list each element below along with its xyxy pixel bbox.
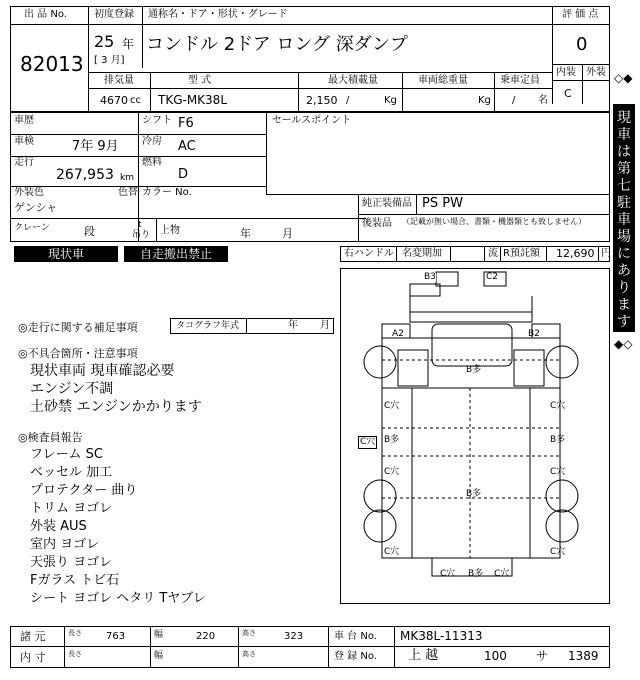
status-tag-genjosha: 現状車 bbox=[14, 246, 118, 262]
fuguai-line: エンジン不調 bbox=[30, 381, 114, 397]
saidai-slash: / bbox=[346, 95, 350, 106]
reg-month: [ 3 月] bbox=[94, 55, 125, 66]
kata-value: TKG-MK38L bbox=[158, 93, 228, 107]
kensa-line: プロテクター 曲り bbox=[30, 483, 138, 498]
mark-b2: B2 bbox=[528, 329, 540, 339]
shuppin-label: 出 品 No. bbox=[24, 9, 67, 20]
crane-tsuri: 吊り bbox=[132, 230, 151, 240]
mark-b3: B3 bbox=[424, 272, 436, 282]
reibo-value: AC bbox=[178, 139, 196, 154]
naga-value: 763 bbox=[106, 631, 126, 642]
sales-point-label: セールスポイント bbox=[272, 115, 352, 126]
kata-label: 型 式 bbox=[188, 75, 212, 86]
status-tag-jisou-kinshi: 自走搬出禁止 bbox=[124, 246, 228, 262]
soko-unit: km bbox=[120, 173, 134, 183]
tacho-month: 月 bbox=[320, 320, 330, 331]
mark-cab-b: B多 bbox=[466, 365, 482, 375]
mark-b-ta-r: B多 bbox=[550, 435, 566, 445]
r-value: 12,690 bbox=[556, 247, 595, 260]
mark-c2: C2 bbox=[486, 272, 499, 282]
taka-value: 323 bbox=[284, 631, 304, 642]
kensa-line: シート ヨゴレ ヘタリ Tヤブレ bbox=[30, 591, 206, 606]
crane-dan: 段 bbox=[84, 225, 95, 238]
r-label: R預託額 bbox=[503, 248, 540, 259]
kensa-line: ベッセル 加工 bbox=[30, 465, 113, 480]
naga-label: 長さ bbox=[68, 629, 82, 637]
mark-c-ana-r3: C穴 bbox=[550, 547, 566, 557]
junsei-label: 純正装備品 bbox=[362, 198, 412, 209]
ryu-label: 流 bbox=[488, 248, 498, 259]
side-banner bbox=[613, 104, 635, 332]
mark-c-ana-l2: C穴 bbox=[384, 467, 400, 477]
soko-note-title: ◎走行に関する補足事項 bbox=[18, 321, 138, 334]
color-no-label: カラー No. bbox=[142, 187, 192, 198]
iroban-label: 色替 bbox=[118, 187, 138, 198]
mark-c-ana-l3: C穴 bbox=[384, 547, 400, 557]
kensa-line: 外装 AUS bbox=[30, 519, 87, 534]
junsei-value: PS PW bbox=[422, 196, 463, 211]
joshu-label: 上物 bbox=[160, 225, 180, 236]
shift-label: シフト bbox=[142, 115, 172, 126]
kensa-line: 天張り ヨゴレ bbox=[30, 555, 113, 570]
toroku-kana: サ bbox=[536, 649, 549, 663]
nenryo-value: D bbox=[178, 167, 189, 182]
tacho-year: 年 bbox=[288, 320, 298, 331]
side-top-mark: ◇◆ bbox=[614, 71, 633, 85]
truck-outline bbox=[340, 268, 610, 604]
haikiryo-label: 排気量 bbox=[104, 75, 134, 86]
mark-c-ana-side: C穴 bbox=[360, 437, 376, 447]
haba-label-2: 幅 bbox=[154, 651, 164, 661]
fuguai-line: 現状車両 現車確認必要 bbox=[30, 363, 175, 379]
mark-rear-c1: C穴 bbox=[440, 569, 456, 579]
joshu-month: 月 bbox=[282, 227, 293, 240]
side-bottom-mark: ◆◇ bbox=[614, 337, 633, 351]
sharyo-label: 車両総重量 bbox=[418, 75, 468, 86]
crane-t: t bbox=[138, 220, 142, 230]
fuguai-title: ◎不具合箇所・注意事項 bbox=[18, 347, 138, 360]
teiin-unit: 名 bbox=[538, 95, 548, 106]
sharyo-unit: Kg bbox=[478, 95, 491, 106]
naiso-label: 内装 bbox=[556, 67, 576, 78]
kensa-title: ◎検査員報告 bbox=[18, 431, 83, 444]
mark-c-ana-r2: C穴 bbox=[550, 467, 566, 477]
toroku-num: 1389 bbox=[568, 649, 599, 663]
shift-value: F6 bbox=[178, 116, 194, 131]
hyoka-value: 0 bbox=[576, 34, 588, 55]
soko-label: 走行 bbox=[14, 157, 34, 168]
kosoku-label: 後装品 bbox=[362, 218, 392, 229]
mark-rear-c2: C穴 bbox=[494, 569, 510, 579]
shaken-label: 車検 bbox=[14, 136, 34, 147]
mark-a2: A2 bbox=[392, 329, 404, 339]
mark-bed-b: B多 bbox=[466, 489, 482, 499]
gaiso-label: 外装 bbox=[586, 67, 606, 78]
gaisoshoku-value: ゲンシャ bbox=[14, 201, 58, 214]
mark-c-ana-r1: C穴 bbox=[550, 401, 566, 411]
naiso-value: C bbox=[564, 87, 572, 100]
soko-value: 267,953 bbox=[56, 167, 114, 183]
toroku-area: 上 越 bbox=[408, 648, 439, 663]
haikiryo-unit: cc bbox=[130, 95, 141, 106]
nenryo-label: 燃料 bbox=[142, 157, 162, 168]
toroku-label: 登 録 No. bbox=[334, 651, 377, 662]
shareki-label: 車歴 bbox=[14, 115, 34, 126]
naga-label-2: 長さ bbox=[68, 650, 82, 658]
reibo-label: 冷房 bbox=[142, 136, 162, 147]
haba-label: 幅 bbox=[154, 630, 164, 640]
kensa-line: 室内 ヨゴレ bbox=[30, 537, 100, 552]
hyoka-label: 評 価 点 bbox=[562, 9, 599, 20]
kosoku-note: （記載が無い場合、書類・機器類とも致しません） bbox=[402, 217, 586, 226]
mark-c-ana-l1: C穴 bbox=[384, 401, 400, 411]
reg-year-unit: 年 bbox=[122, 37, 135, 51]
car-name: コンドル 2ドア ロング 深ダンプ bbox=[146, 34, 408, 55]
r-unit: 円 bbox=[601, 248, 611, 259]
shadai-label: 車 台 No. bbox=[334, 631, 377, 642]
bottom-table bbox=[10, 626, 610, 668]
kensa-line: トリム ヨゴレ bbox=[30, 501, 113, 516]
tsusho-label: 通称名・ドア・形状・グレード bbox=[148, 9, 288, 20]
joshu-year: 年 bbox=[240, 227, 251, 240]
fuguai-line: 土砂禁 エンジンかかります bbox=[30, 399, 202, 415]
shogen-label: 諸 元 bbox=[20, 630, 46, 643]
shuppin-number: 82013 bbox=[20, 52, 84, 76]
crane-label: クレーン bbox=[14, 223, 50, 233]
haba-value: 220 bbox=[196, 631, 216, 642]
teiin-slash: / bbox=[512, 95, 516, 106]
taka-label: 高さ bbox=[242, 629, 256, 637]
mark-b-ta-l: B多 bbox=[384, 435, 400, 445]
mark-rear-b: B多 bbox=[468, 569, 484, 579]
teiin-label: 乗車定員 bbox=[500, 75, 540, 86]
shadai-value: MK38L-11313 bbox=[400, 629, 483, 643]
shaken-value: 7年 9月 bbox=[72, 139, 119, 154]
haikiryo-value: 4670 bbox=[100, 94, 128, 107]
gaisoshoku-label: 外装色 bbox=[14, 187, 44, 198]
shodo-label: 初度登録 bbox=[94, 9, 134, 20]
toroku-class: 100 bbox=[484, 649, 507, 663]
saidai-unit: Kg bbox=[384, 95, 397, 106]
taka-label-2: 高さ bbox=[242, 650, 256, 658]
saidai-label: 最大積載量 bbox=[328, 75, 378, 86]
side-banner-text: 現 車 は 第 七 駐 車 場 に あ り ま す bbox=[617, 110, 631, 330]
kensa-line: Fガラス トビ石 bbox=[30, 573, 120, 588]
meihen-label: 名変期加 bbox=[402, 248, 442, 259]
naisun-label: 内 寸 bbox=[20, 651, 46, 664]
kensa-line: フレーム SC bbox=[30, 447, 103, 462]
handle-value: 右ハンドル bbox=[344, 248, 394, 259]
tacho-label: タコグラフ年式 bbox=[176, 321, 240, 331]
reg-year: 25 bbox=[94, 32, 115, 51]
saidai-value: 2,150 bbox=[306, 94, 338, 107]
